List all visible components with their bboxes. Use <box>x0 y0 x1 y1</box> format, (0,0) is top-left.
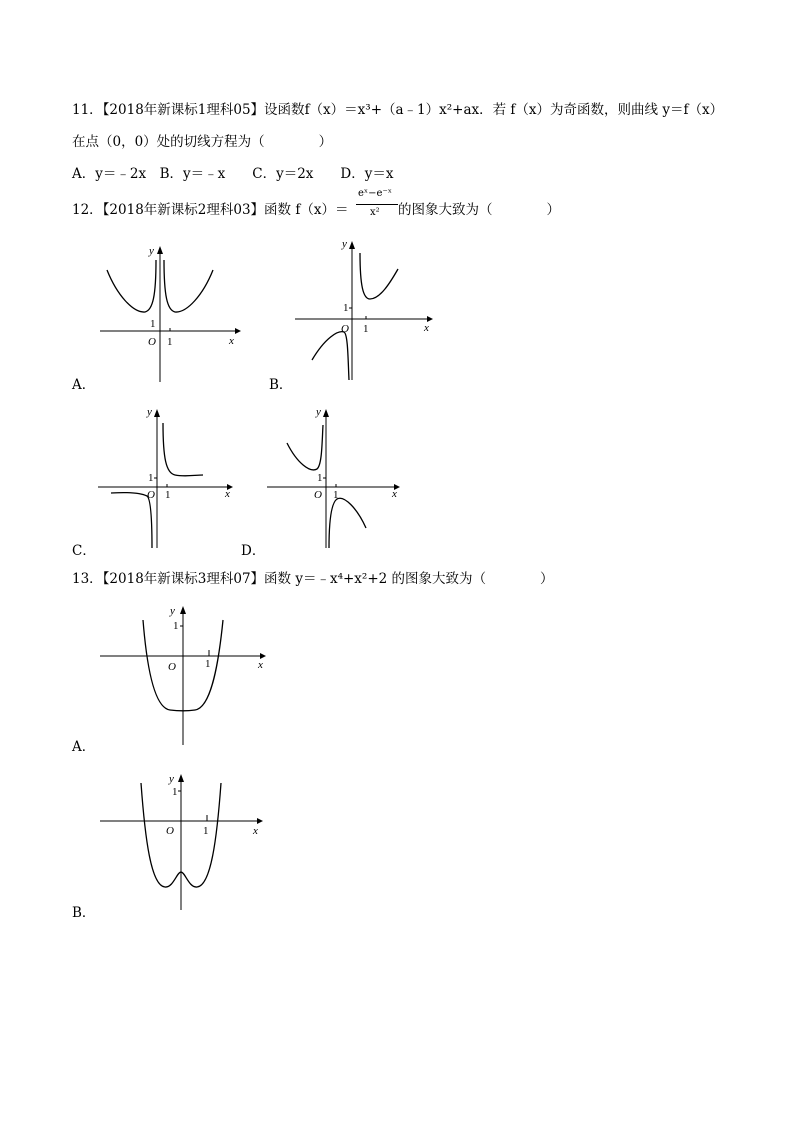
x-label: x <box>253 825 258 837</box>
q12-fraction-bar <box>356 204 398 205</box>
x-one-label: 1 <box>167 336 173 348</box>
y-axis-arrow <box>178 774 184 782</box>
y-axis-arrow <box>323 409 329 417</box>
q11-line2: 在点（0，0）处的切线方程为（ ） <box>72 134 333 150</box>
q12-option-c: C． <box>72 543 96 559</box>
q12-graph-b <box>290 235 440 385</box>
x-label: x <box>392 488 397 500</box>
y-label: y <box>149 245 154 257</box>
q12-graph-a <box>95 240 245 390</box>
origin-label: O <box>147 489 155 501</box>
curve-right-branch <box>163 423 203 476</box>
q12-graph-d <box>262 403 412 553</box>
y-one-label: 1 <box>172 786 178 798</box>
x-one-label: 1 <box>205 658 211 670</box>
curve-left-branch <box>107 260 156 312</box>
y-label: y <box>170 605 175 617</box>
origin-label: O <box>341 323 349 335</box>
q11-function: f（x）＝x³+（a﹣1）x²+ax．若 f（x）为奇函数，则曲线 y＝f（x） <box>304 102 724 118</box>
y-one-label: 1 <box>317 472 323 484</box>
q11-line1 <box>72 101 723 119</box>
x-axis-arrow <box>235 328 241 334</box>
q13-option-b: B． <box>72 905 96 921</box>
y-axis-arrow <box>157 246 163 254</box>
curve-left-branch <box>287 425 323 470</box>
q12-stem-suffix: 的图象大致为（ ） <box>398 202 560 218</box>
y-label: y <box>147 406 152 418</box>
curve-left-branch <box>312 332 349 380</box>
q13-option-a: A． <box>72 739 96 755</box>
curve-right-branch <box>164 260 213 312</box>
origin-label: O <box>168 661 176 673</box>
x-one-label: 1 <box>333 489 339 501</box>
curve-left-branch <box>111 493 152 548</box>
y-axis-arrow <box>180 606 186 614</box>
y-label: y <box>169 773 174 785</box>
q12-option-a: A． <box>72 377 96 393</box>
x-one-label: 1 <box>203 825 209 837</box>
origin-label: O <box>314 489 322 501</box>
x-label: x <box>225 488 230 500</box>
curve-right-branch <box>360 253 398 299</box>
y-label: y <box>316 406 321 418</box>
q12-stem-prefix: 12．【2018年新课标2理科03】函数 f（x）＝ <box>72 202 349 218</box>
x-one-label: 1 <box>165 489 171 501</box>
y-one-label: 1 <box>343 302 349 314</box>
q12-option-d: D． <box>241 543 266 559</box>
q12-fraction-denominator: x² <box>370 207 380 218</box>
origin-label: O <box>166 825 174 837</box>
y-one-label: 1 <box>150 318 156 330</box>
y-one-label: 1 <box>148 472 154 484</box>
origin-label: O <box>148 336 156 348</box>
x-label: x <box>424 322 429 334</box>
y-axis-arrow <box>349 241 355 249</box>
x-one-label: 1 <box>363 323 369 335</box>
q13-stem: 13．【2018年新课标3理科07】函数 y＝﹣x⁴+x²+2 的图象大致为（ ） <box>72 571 554 587</box>
y-one-label: 1 <box>173 620 179 632</box>
q11-prefix: 11．【2018年新课标1理科05】设函数 <box>72 102 305 118</box>
q13-graph-a <box>95 600 270 750</box>
x-axis-arrow <box>257 818 263 824</box>
q12-graph-c <box>93 403 243 553</box>
curve-right-branch <box>329 498 366 548</box>
y-label: y <box>342 238 347 250</box>
x-label: x <box>229 335 234 347</box>
q12-fraction-numerator: eˣ−e⁻ˣ <box>358 188 392 199</box>
q13-graph-b <box>95 768 270 918</box>
q11-options: A．y＝﹣2x B．y＝﹣x C．y＝2x D．y＝x <box>72 166 394 182</box>
q12-option-b: B． <box>269 377 293 393</box>
y-axis-arrow <box>154 409 160 417</box>
x-label: x <box>258 659 263 671</box>
